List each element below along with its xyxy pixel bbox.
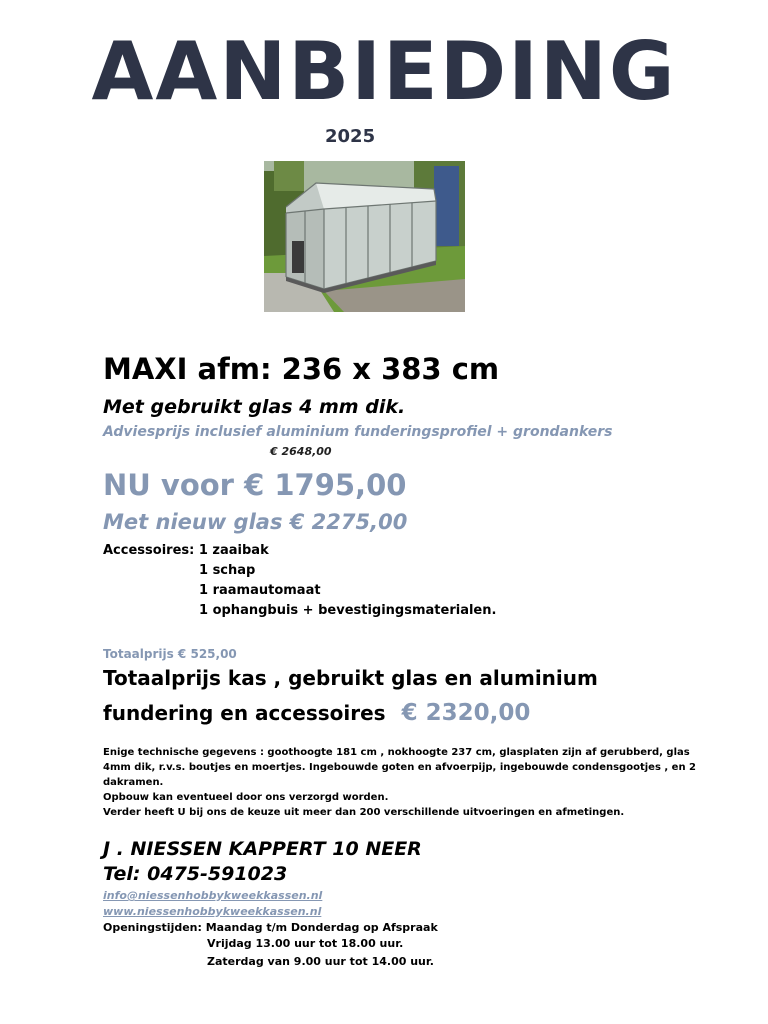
accessory-item: 1 ophangbuis + bevestigingsmaterialen. bbox=[199, 603, 497, 618]
advies-description: Adviesprijs inclusief aluminium funderingsprofiel + grondankers bbox=[103, 424, 613, 440]
accessories-label bbox=[103, 543, 269, 558]
model-dimensions: MAXI afm: 236 x 383 cm bbox=[103, 352, 500, 386]
glass-description: Met gebruikt glas 4 mm dik. bbox=[103, 396, 406, 418]
advies-price: € 2648,00 bbox=[270, 445, 332, 458]
accessory-item: 1 schap bbox=[199, 563, 256, 578]
website-link[interactable]: www.niessenhobbykweekkassen.nl bbox=[103, 905, 322, 918]
greenhouse-image bbox=[264, 161, 465, 312]
accessory-item: 1 zaaibak bbox=[198, 543, 269, 558]
total-line-2-text: fundering en accessoires bbox=[103, 701, 386, 725]
technical-details bbox=[103, 745, 713, 820]
accessory-item: 1 raamautomaat bbox=[199, 583, 321, 598]
technical-para: Opbouw kan eventueel door ons verzorgd worden. bbox=[103, 792, 389, 803]
opening-hours-friday: Vrijdag 13.00 uur tot 18.00 uur. bbox=[207, 937, 404, 950]
email-link[interactable]: info@niessenhobbykweekkassen.nl bbox=[103, 889, 323, 902]
year-label: 2025 bbox=[325, 126, 376, 147]
greenhouse-photo bbox=[264, 161, 465, 312]
accessories-label-text: Accessoires: bbox=[103, 543, 195, 558]
phone-number: Tel: 0475-591023 bbox=[103, 863, 288, 885]
offer-price: NU voor € 1795,00 bbox=[103, 468, 407, 502]
total-price: € 2320,00 bbox=[401, 700, 531, 726]
technical-para: Enige technische gegevens : goothoogte 181 cm , nokhoogte 237 cm, glasplaten zijn af gerubberd, glas 4mm dik, r.v.s. boutjes en moertjes. Ingebouwde goten en afvoerpijp, ingebouwde condensgootjes , en 2 dakramen. bbox=[103, 747, 696, 788]
company-address: J . NIESSEN KAPPERT 10 NEER bbox=[103, 838, 422, 860]
technical-para: Verder heeft U bij ons de keuze uit meer dan 200 verschillende uitvoeringen en afmetingen. bbox=[103, 807, 625, 818]
page-title: AANBIEDING bbox=[91, 25, 677, 118]
accessories-total: Totaalprijs € 525,00 bbox=[103, 647, 237, 661]
total-line-1: Totaalprijs kas , gebruikt glas en aluminium bbox=[103, 666, 598, 690]
new-glass-price: Met nieuw glas € 2275,00 bbox=[103, 510, 408, 534]
total-line-2 bbox=[103, 700, 530, 726]
opening-hours: Openingstijden: Maandag t/m Donderdag op Afspraak bbox=[103, 921, 438, 934]
opening-hours-saturday: Zaterdag van 9.00 uur tot 14.00 uur. bbox=[207, 955, 434, 968]
